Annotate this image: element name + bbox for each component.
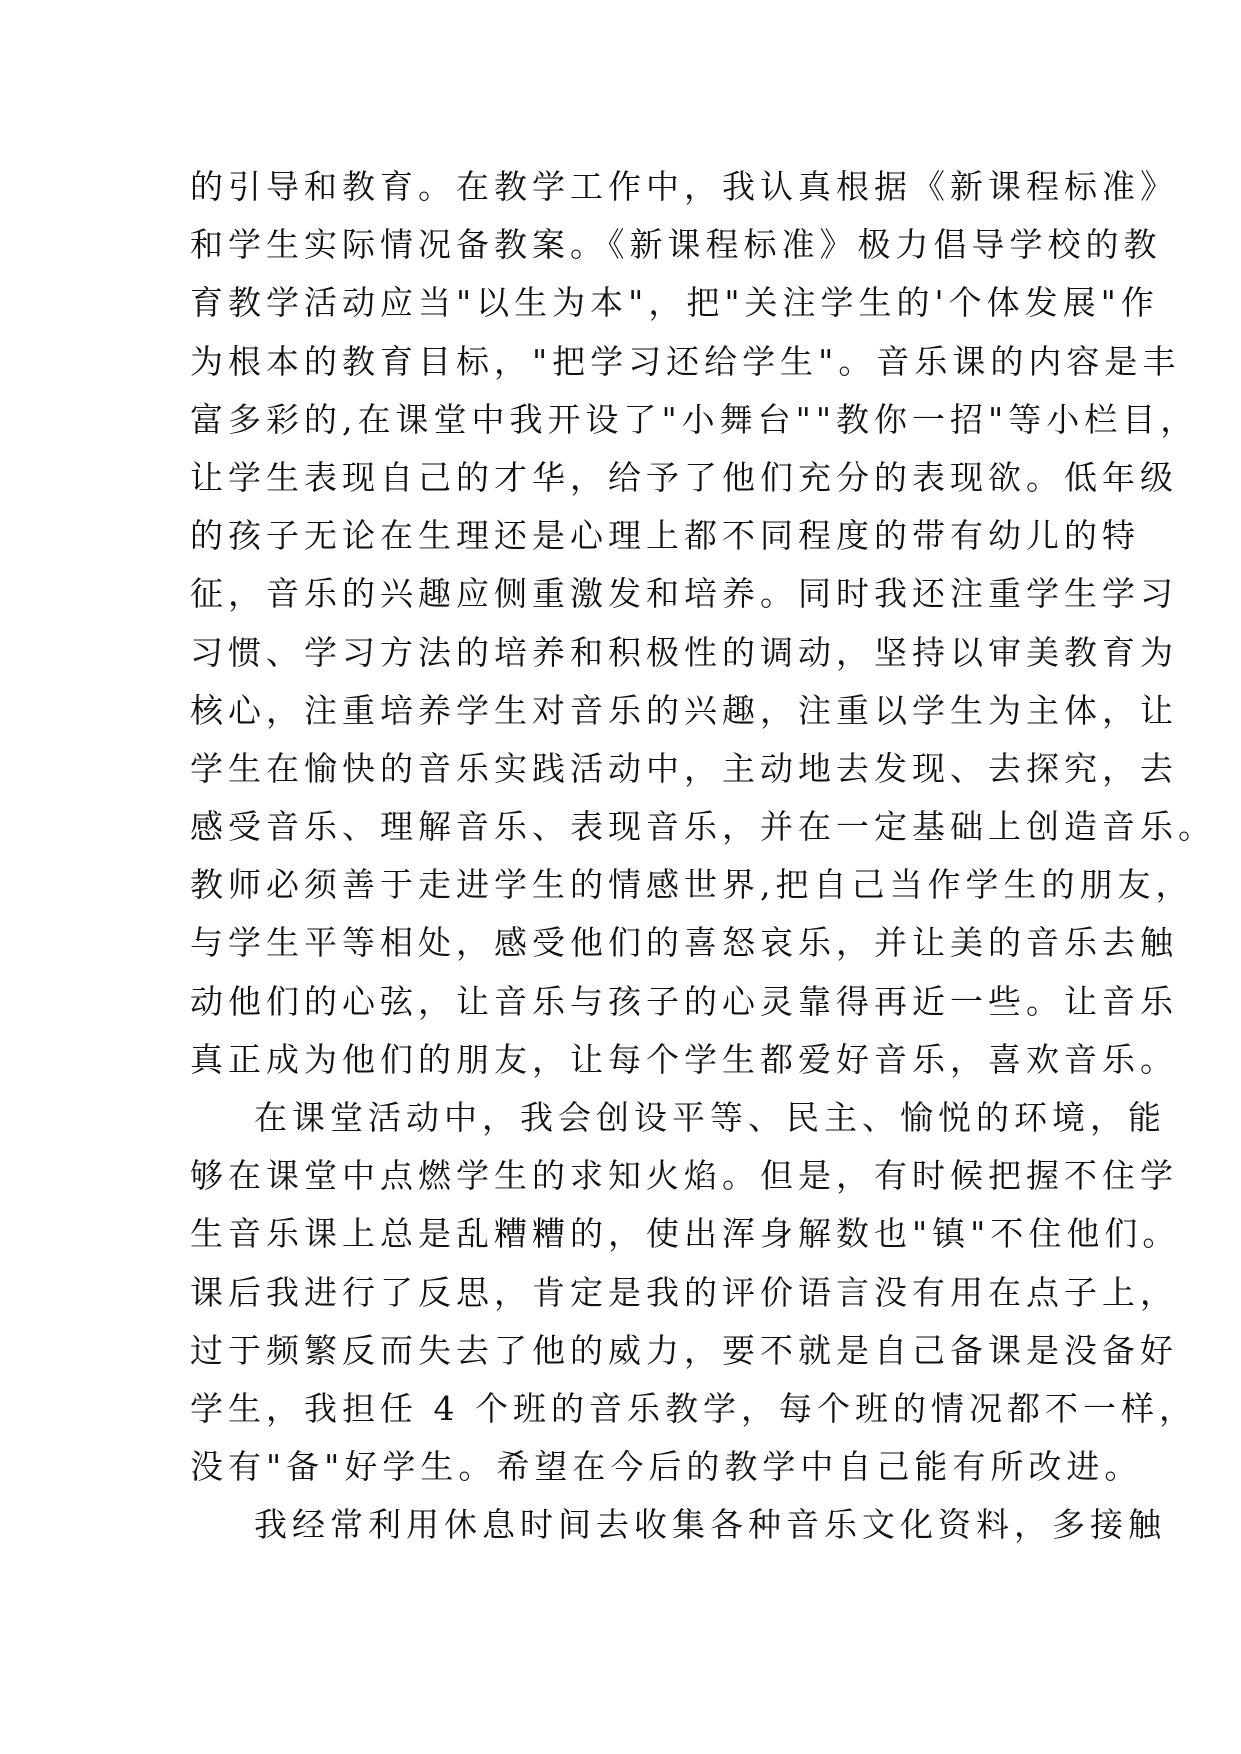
text-line: 教师必须善于走进学生的情感世界,把自己当作学生的朋友， xyxy=(190,865,1194,905)
text-line: 动他们的心弦，让音乐与孩子的心灵靠得再近一些。让音乐 xyxy=(190,981,1178,1021)
text-line: 征，音乐的兴趣应侧重激发和培养。同时我还注重学生学习 xyxy=(190,574,1178,614)
body-text xyxy=(190,158,1216,1555)
paragraph-start-line: 在课堂活动中，我会创设平等、民主、愉悦的环境，能 xyxy=(254,1098,1166,1137)
text-line: 课后我进行了反思，肯定是我的评价语言没有用在点子上， xyxy=(190,1272,1178,1312)
text-line: 真正成为他们的朋友，让每个学生都爱好音乐，喜欢音乐。 xyxy=(190,1039,1178,1079)
text-line: 让学生表现自己的才华，给予了他们充分的表现欲。低年级 xyxy=(190,457,1178,497)
text-line: 感受音乐、理解音乐、表现音乐，并在一定基础上创造音乐。 xyxy=(190,807,1216,847)
text-line: 学生，我担任 4 个班的音乐教学，每个班的情况都不一样， xyxy=(190,1388,1197,1428)
text-line: 习惯、学习方法的培养和积极性的调动，坚持以审美教育为 xyxy=(190,632,1178,672)
text-line: 够在课堂中点燃学生的求知火焰。但是，有时候把握不住学 xyxy=(190,1156,1178,1196)
text-line: 富多彩的,在课堂中我开设了"小舞台""教你一招"等小栏目， xyxy=(190,399,1199,439)
text-line: 没有"备"好学生。希望在今后的教学中自己能有所改进。 xyxy=(190,1447,1143,1487)
text-line: 生音乐课上总是乱糟糟的，使出浑身解数也"镇"不住他们。 xyxy=(190,1214,1181,1254)
text-line: 的孩子无论在生理还是心理上都不同程度的带有幼儿的特 xyxy=(190,516,1140,556)
paragraph-start-line: 我经常利用休息时间去收集各种音乐文化资料，多接触 xyxy=(254,1505,1166,1545)
text-line: 和学生实际情况备教案。《新课程标准》极力倡导学校的教 xyxy=(190,225,1162,265)
text-line: 育教学活动应当"以生为本"，把"关注学生的'个体发展"作 xyxy=(190,283,1159,323)
text-line: 为根本的教育目标，"把学习还给学生"。音乐课的内容是丰 xyxy=(190,341,1181,381)
text-line: 核心，注重培养学生对音乐的兴趣，注重以学生为主体，让 xyxy=(190,690,1178,730)
text-line: 与学生平等相处，感受他们的喜怒哀乐，并让美的音乐去触 xyxy=(190,923,1178,963)
text-line: 学生在愉快的音乐实践活动中，主动地去发现、去探究，去 xyxy=(190,748,1178,788)
text-line: 的引导和教育。在教学工作中，我认真根据《新课程标准》 xyxy=(190,167,1178,206)
text-line: 过于频繁反而失去了他的威力，要不就是自己备课是没备好 xyxy=(190,1330,1178,1370)
